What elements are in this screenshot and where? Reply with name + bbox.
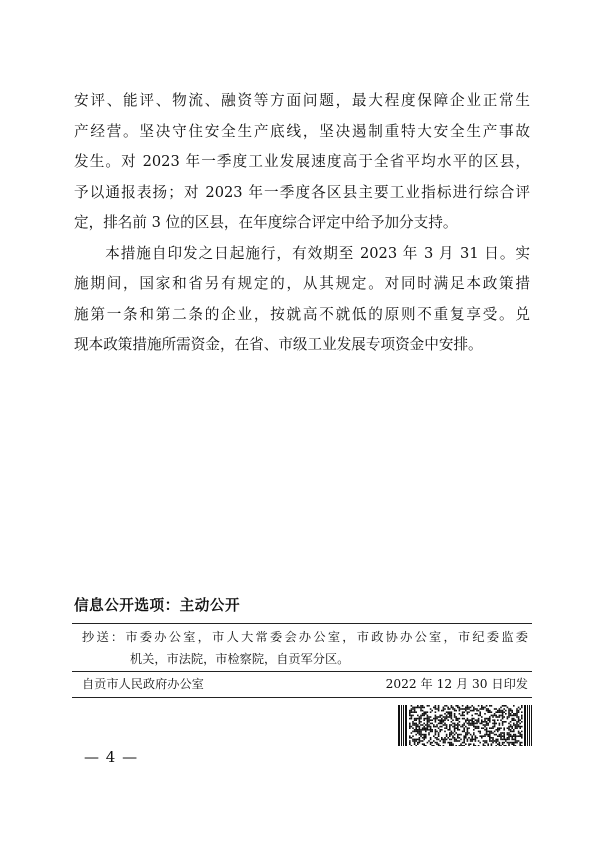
barcode-image [398,705,532,746]
paragraph-1-line-1: 安评、能评、物流、融资等方面问题，最大程度保障企业正常生 [74,92,530,109]
middle-rule [72,671,532,672]
paragraph-2-line-1: 本措施自印发之日起施行，有效期至 2023 年 3 月 31 日。实 [74,244,530,262]
top-rule [72,623,532,624]
paragraph-1-line-4: 予以通报表扬；对 2023 年一季度各区县主要工业指标进行综合评 [74,183,530,201]
paragraph-2-line-3: 施第一条和第二条的企业，按就高不就低的原则不重复享受。兑 [74,305,530,323]
paragraph-1-line-2: 产经营。坚决守住安全生产底线，坚决遏制重特大安全生产事故 [74,122,530,140]
paragraph-2-line-4: 现本政策措施所需资金，在省、市级工业发展专项资金中安排。 [74,336,483,353]
paragraph-1-line-3: 发生。对 2023 年一季度工业发展速度高于全省平均水平的区县， [74,153,530,170]
issue-date: 2022 年 12 月 30 日印发 [385,677,528,691]
bottom-rule [72,697,532,698]
cc-line-2: 机关，市法院，市检察院，自贡军分区。 [130,652,350,666]
disclosure-option: 信息公开选项：主动公开 [74,597,241,614]
issuer-row [82,673,528,695]
page-number: — 4 — [84,748,139,766]
paragraph-2-line-2: 施期间，国家和省另有规定的，从其规定。对同时满足本政策措 [74,275,530,292]
cc-block [82,626,528,670]
issuer-office: 自贡市人民政府办公室 [82,677,204,691]
cc-line-1: 抄送：市委办公室，市人大常委会办公室，市政协办公室，市纪委监委 [82,630,528,644]
paragraph-1-line-5: 定，排名前 3 位的区县，在年度综合评定中给予加分支持。 [74,214,458,231]
